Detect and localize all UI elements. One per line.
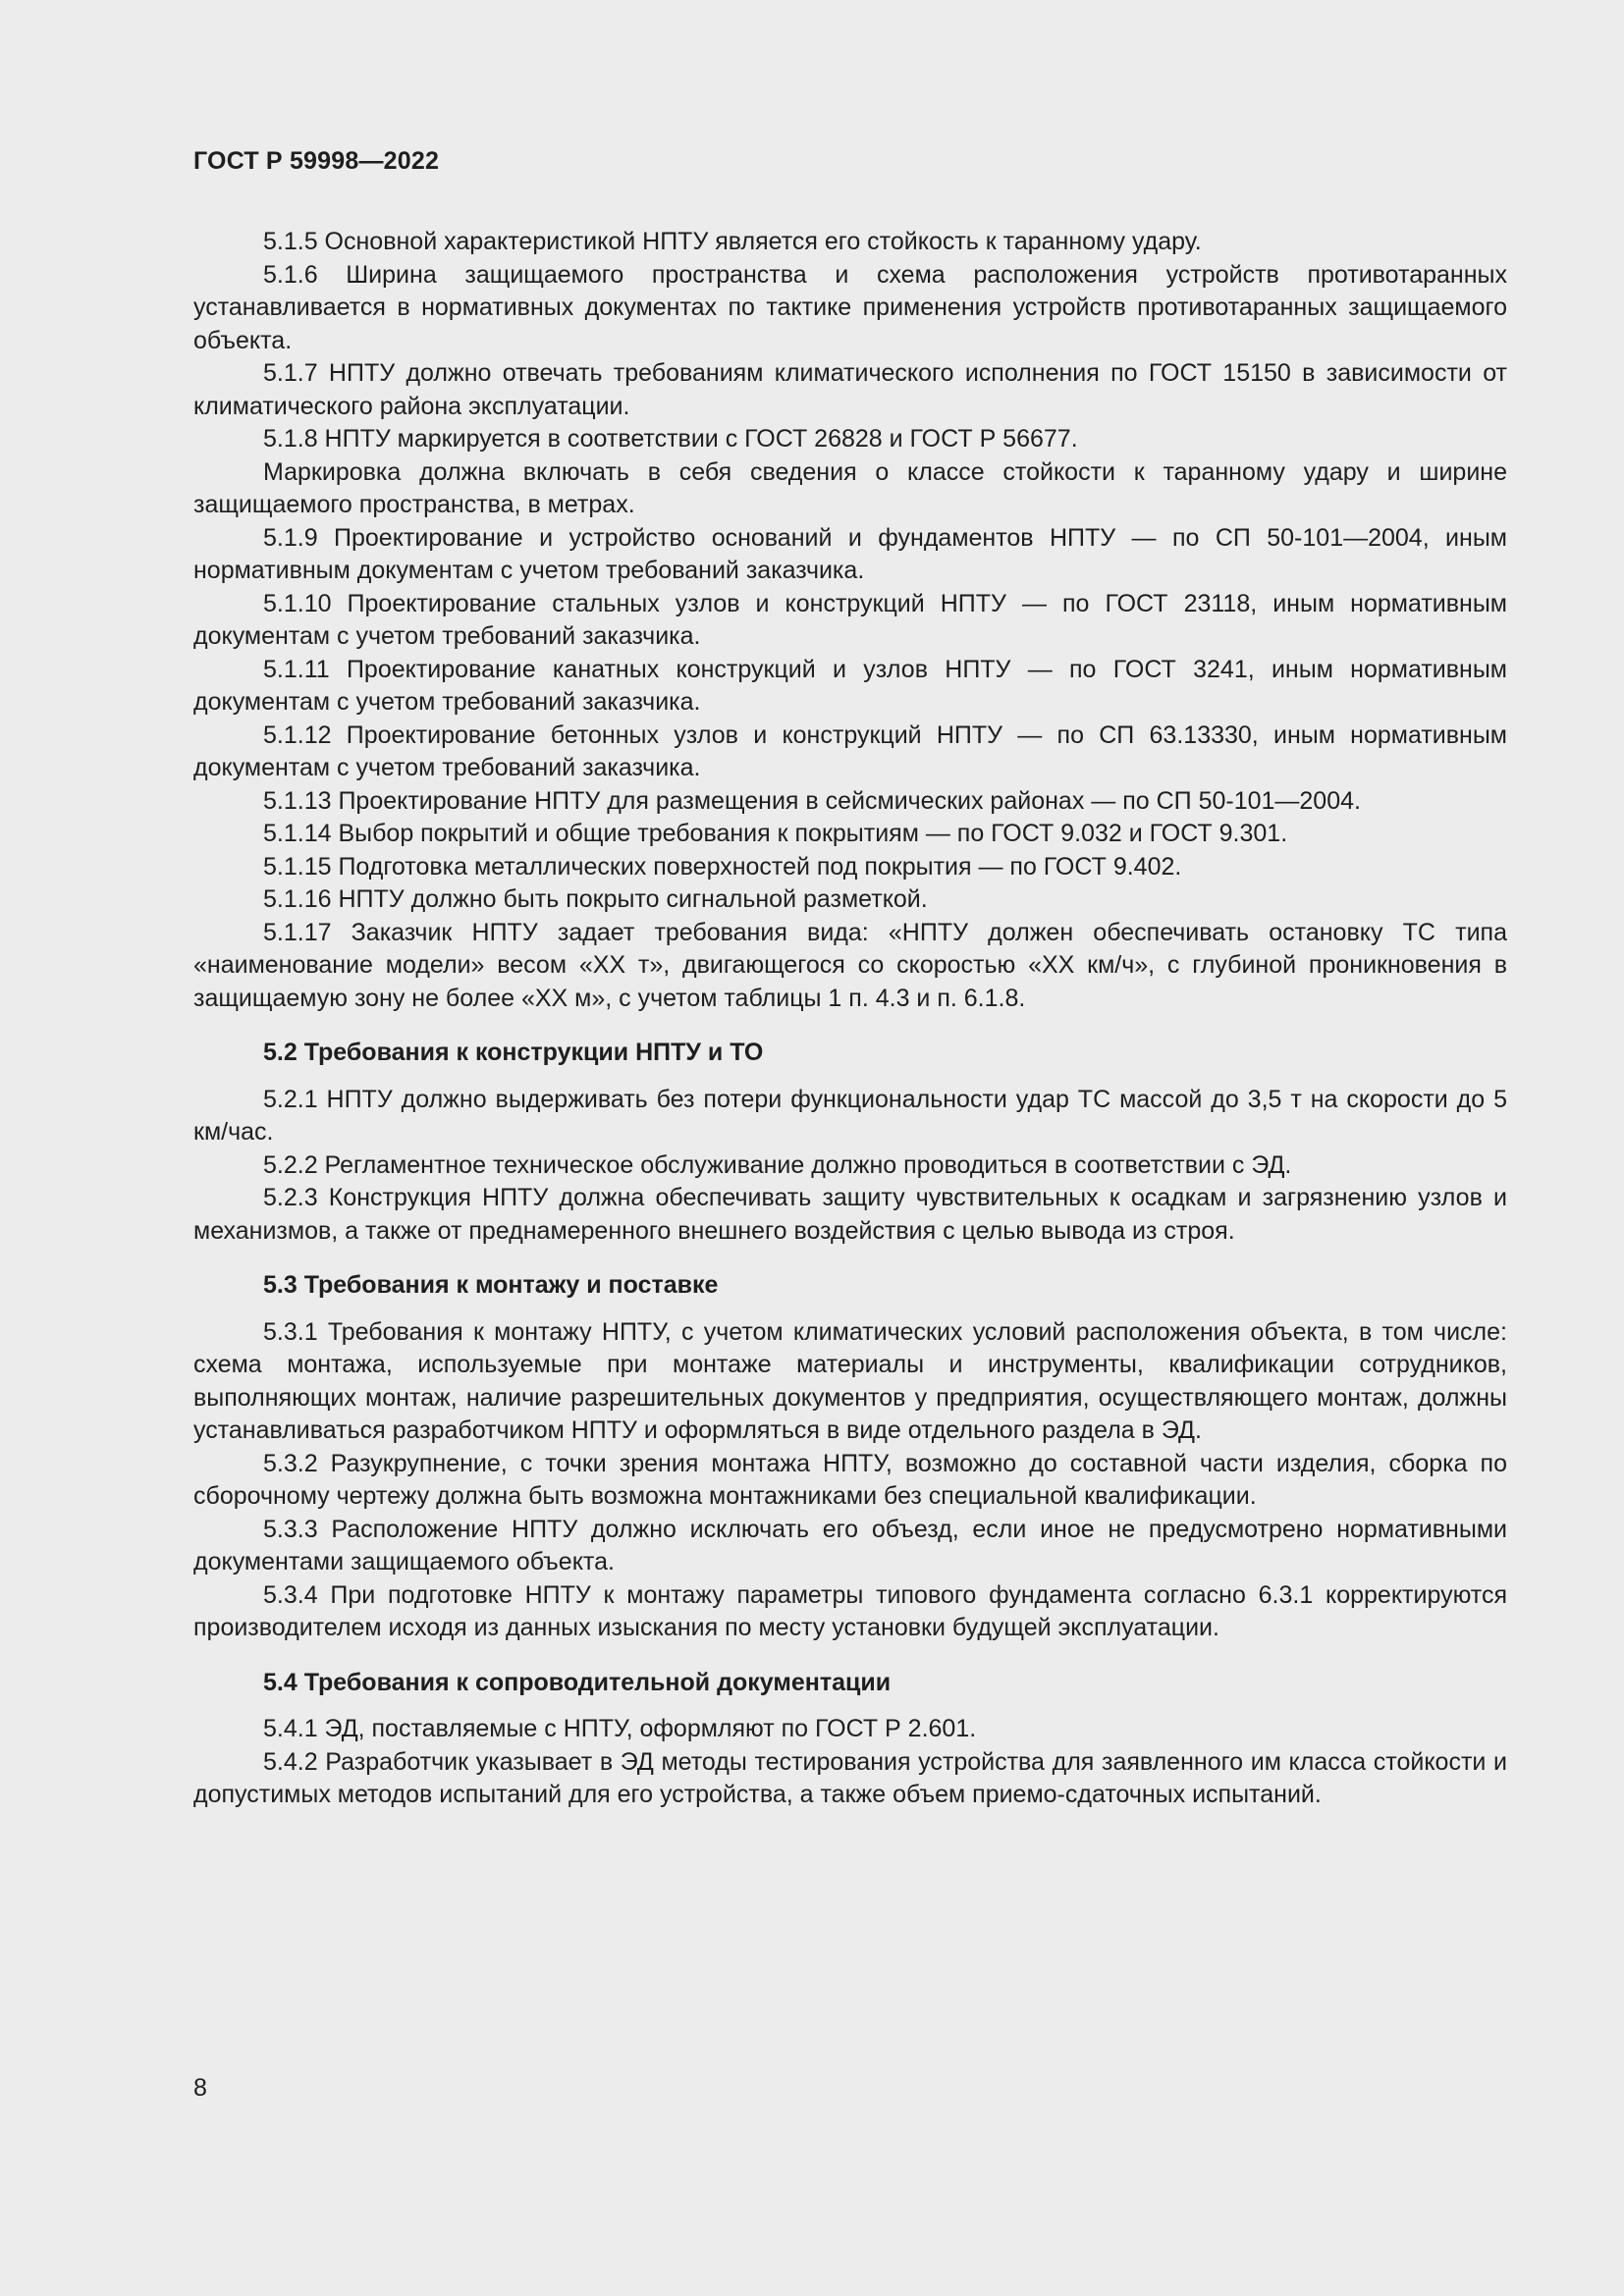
paragraph-5-3-2: 5.3.2 Разукрупнение, с точки зрения монтажа НПТУ, возможно до составной части изделия, сборка по сборочному чертежу должна быть возможна монтажниками без специальной квалификации. bbox=[193, 1449, 1507, 1510]
paragraph-5-1-16: 5.1.16 НПТУ должно быть покрыто сигнальной разметкой. bbox=[263, 885, 928, 913]
standard-designation: ГОСТ Р 59998—2022 bbox=[193, 147, 440, 175]
paragraph-5-1-5: 5.1.5 Основной характеристикой НПТУ является его стойкость к таранному удару. bbox=[263, 228, 1202, 255]
section-heading-5-4: 5.4 Требования к сопроводительной документации bbox=[263, 1668, 892, 1696]
paragraph-5-1-17: 5.1.17 Заказчик НПТУ задает требования вида: «НПТУ должен обеспечивать остановку ТС типа «наименование модели» весом «XX т», двигающегося со скоростью «XX км/ч», с глубиной проникновения в защищаемую зону не более «XX м», с учетом таблицы 1 п. 4.3 и п. 6.1.8. bbox=[193, 918, 1507, 1012]
paragraph-5-1-9: 5.1.9 Проектирование и устройство оснований и фундаментов НПТУ — по СП 50-101—2004, иным нормативным документам с учетом требований заказчика. bbox=[193, 523, 1507, 584]
paragraph-5-1-15: 5.1.15 Подготовка металлических поверхностей под покрытия — по ГОСТ 9.402. bbox=[263, 852, 1182, 881]
paragraph-5-3-3: 5.3.3 Расположение НПТУ должно исключать его объезд, если иное не предусмотрено нормативными документами защищаемого объекта. bbox=[193, 1515, 1507, 1575]
page-number: 8 bbox=[193, 2074, 207, 2102]
paragraph-5-1-11: 5.1.11 Проектирование канатных конструкций и узлов НПТУ — по ГОСТ 3241, иным нормативным документам с учетом требований заказчика. bbox=[193, 655, 1507, 716]
paragraph-5-1-8: 5.1.8 НПТУ маркируется в соответствии с ГОСТ 26828 и ГОСТ Р 56677. bbox=[263, 425, 1078, 453]
paragraph-5-1-6: 5.1.6 Ширина защищаемого пространства и схема расположения устройств противотаранных устанавливается в нормативных документах по тактике применения устройств противотаранных защищаемого объекта. bbox=[193, 260, 1507, 354]
document-body bbox=[193, 226, 1507, 1812]
paragraph-5-3-1: 5.3.1 Требования к монтажу НПТУ, с учетом климатических условий расположения объекта, в том числе: схема монтажа, используемые при монтаже материалы и инструменты, квалификации сотрудников, выполняющих монтаж, наличие разрешительных документов у предприятия, осуществляющего монтаж, должны устанавливаться разработчиком НПТУ и оформляться в виде отдельного раздела в ЭД. bbox=[193, 1317, 1507, 1444]
paragraph-5-2-1: 5.2.1 НПТУ должно выдерживать без потери функциональности удар ТС массой до 3,5 т на скорости до 5 км/час. bbox=[193, 1085, 1507, 1146]
paragraph-5-1-12: 5.1.12 Проектирование бетонных узлов и конструкций НПТУ — по СП 63.13330, иным нормативным документам с учетом требований заказчика. bbox=[193, 721, 1507, 781]
paragraph-5-2-2: 5.2.2 Регламентное техническое обслуживание должно проводиться в соответствии с ЭД. bbox=[263, 1150, 1292, 1179]
paragraph-5-1-8-marking: Маркировка должна включать в себя сведения о классе стойкости к таранному удару и ширине защищаемого пространства, в метрах. bbox=[193, 457, 1507, 518]
paragraph-5-1-13: 5.1.13 Проектирование НПТУ для размещения в сейсмических районах — по СП 50-101—2004. bbox=[263, 786, 1361, 815]
section-heading-5-2: 5.2 Требования к конструкции НПТУ и ТО bbox=[263, 1039, 764, 1066]
paragraph-5-3-4: 5.3.4 При подготовке НПТУ к монтажу параметры типового фундамента согласно 6.3.1 корректируются производителем исходя из данных изыскания по месту установки будущей эксплуатации. bbox=[193, 1580, 1507, 1641]
paragraph-5-1-10: 5.1.10 Проектирование стальных узлов и конструкций НПТУ — по ГОСТ 23118, иным нормативным документам с учетом требований заказчика. bbox=[193, 589, 1507, 650]
paragraph-5-1-7: 5.1.7 НПТУ должно отвечать требованиям климатического исполнения по ГОСТ 15150 в зависимости от климатического района эксплуатации. bbox=[193, 359, 1507, 420]
paragraph-5-4-2: 5.4.2 Разработчик указывает в ЭД методы тестирования устройства для заявленного им класса стойкости и допустимых методов испытаний для его устройства, а также объем приемо-сдаточных испытаний. bbox=[193, 1747, 1507, 1808]
paragraph-5-4-1: 5.4.1 ЭД, поставляемые с НПТУ, оформляют по ГОСТ Р 2.601. bbox=[263, 1715, 977, 1742]
section-heading-5-3: 5.3 Требования к монтажу и поставке bbox=[263, 1271, 719, 1299]
paragraph-5-2-3: 5.2.3 Конструкция НПТУ должна обеспечивать защиту чувствительных к осадкам и загрязнению узлов и механизмов, а также от преднамеренного внешнего воздействия с целью вывода из строя. bbox=[193, 1184, 1507, 1245]
paragraph-5-1-14: 5.1.14 Выбор покрытий и общие требования к покрытиям — по ГОСТ 9.032 и ГОСТ 9.301. bbox=[263, 820, 1288, 847]
